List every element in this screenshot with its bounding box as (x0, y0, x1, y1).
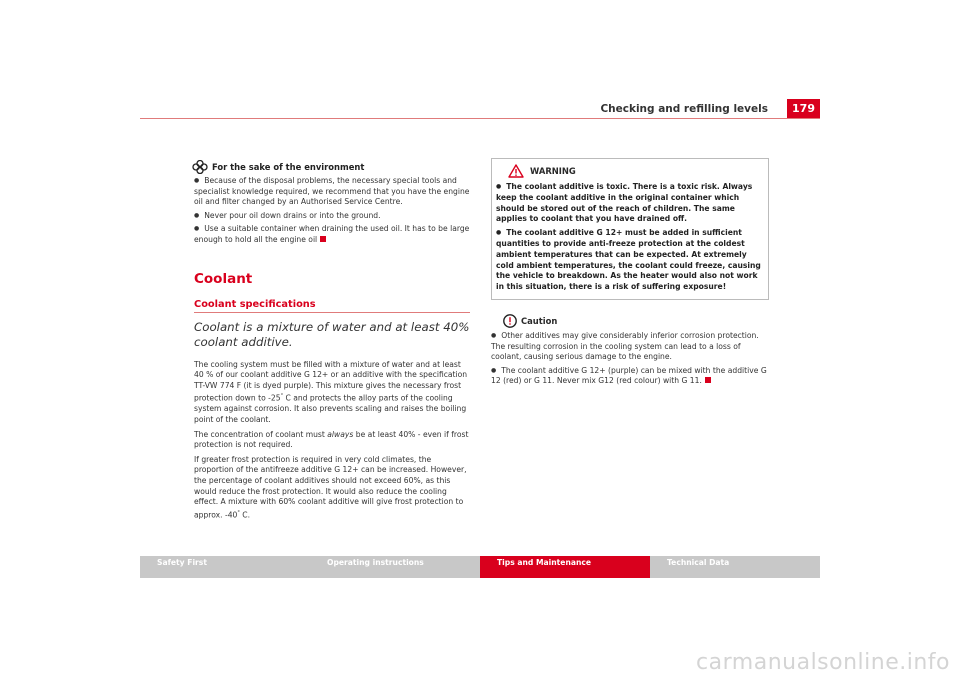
caution-exclamation-icon (503, 314, 517, 328)
header-rule (140, 118, 820, 119)
caution-bullet-2 (491, 366, 769, 387)
coolant-paragraph-1 (194, 360, 470, 426)
p3-degree: ° (237, 509, 240, 516)
environment-bullet-3 (194, 224, 470, 245)
page-header-title: Checking and refilling levels (600, 103, 768, 115)
p1-degree: ° (280, 393, 284, 400)
section-title: Coolant (194, 270, 253, 287)
subsection-title: Coolant specifications (194, 299, 470, 313)
footer-tab-technical-data[interactable]: Technical Data (650, 556, 820, 578)
caution-heading-text: Caution (521, 315, 558, 326)
right-column (491, 158, 769, 390)
lead-text: Coolant is a mixture of water and at least 40% coolant additive. (194, 319, 470, 349)
p2-emphasis: always (327, 429, 354, 439)
environment-bullet-1: ● Because of the disposal problems, the necessary special tools and specialist knowledge required, we recommend that you have the engine oil and filter changed by an Authorised Service Centre. (194, 176, 470, 208)
red-square-icon (320, 236, 326, 242)
coolant-paragraph-2 (194, 430, 470, 451)
coolant-paragraph-3 (194, 455, 470, 521)
environment-bullet-2: ● Never pour oil down drains or into the ground. (194, 211, 470, 222)
warning-bullet-1: ● The coolant additive is toxic. There is a toxic risk. Always keep the coolant additive in the original container which should be stored out of the reach of children. The same applies to coolant that you have drained off. (496, 182, 764, 225)
caution-heading (491, 314, 769, 328)
warning-heading (496, 164, 764, 178)
warning-box (491, 158, 769, 300)
watermark-text: carmanualsonline.info (696, 650, 950, 675)
red-square-icon (705, 377, 711, 383)
environment-heading-text: For the sake of the environment (212, 162, 365, 172)
warning-heading-text: WARNING (530, 166, 576, 176)
environment-heading (192, 160, 470, 174)
flower-icon (192, 160, 208, 174)
footer-tab-safety-first[interactable]: Safety First (140, 556, 310, 578)
p3-a: If greater frost protection is required in very cold climates, the proportion of the antifreeze additive G 12+ can be increased. However, the percentage of coolant additives should not exceed 60%, as this would reduce the frost protection. It would also reduce the cooling effect. A mixture with 60% coolant additive will give frost protection to approx. -40 (194, 454, 467, 520)
environment-bullet-3-text: Use a suitable container when draining the used oil. It has to be large enough to hold all the engine oil (194, 224, 470, 244)
footer-tab-tips-and-maintenance[interactable]: Tips and Maintenance (480, 556, 650, 578)
footer-tab-operating-instructions[interactable]: Operating instructions (310, 556, 480, 578)
left-column (194, 160, 470, 525)
page-number: 179 (787, 99, 820, 119)
p2-b: be at least 40% - even if frost protection is not required. (194, 429, 469, 450)
p2-a: The concentration of coolant must (194, 429, 328, 439)
warning-bullet-2: ● The coolant additive G 12+ must be added in sufficient quantities to provide anti-freeze protection at the coldest ambient temperatures that can be expected. At extremely cold ambient temperatures, the coolant could freeze, causing the vehicle to breakdown. As the heater would also not work in this situation, there is a risk of suffering exposure! (496, 228, 764, 293)
caution-bullet-2-text: The coolant additive G 12+ (purple) can be mixed with the additive G 12 (red) or G 11. Never mix G12 (red colour) with G 11. (491, 365, 767, 386)
p3-b: C. (239, 510, 251, 520)
p1-a: The cooling system must be filled with a mixture of water and at least 40 % of our coolant additive G 12+ or an additive with the specification TT-VW 774 F (it is dyed purple). This mixture gives the necessary frost protection down to -25 (194, 359, 468, 403)
caution-bullet-1: ● Other additives may give considerably inferior corrosion protection. The resulting corrosion in the cooling system can lead to a loss of coolant, causing serious damage to the engine. (491, 331, 769, 363)
p1-b: C and protects the alloy parts of the cooling system against corrosion. It also prevents scaling and raises the boiling point of the coolant. (194, 393, 467, 425)
warning-triangle-icon (508, 164, 524, 178)
